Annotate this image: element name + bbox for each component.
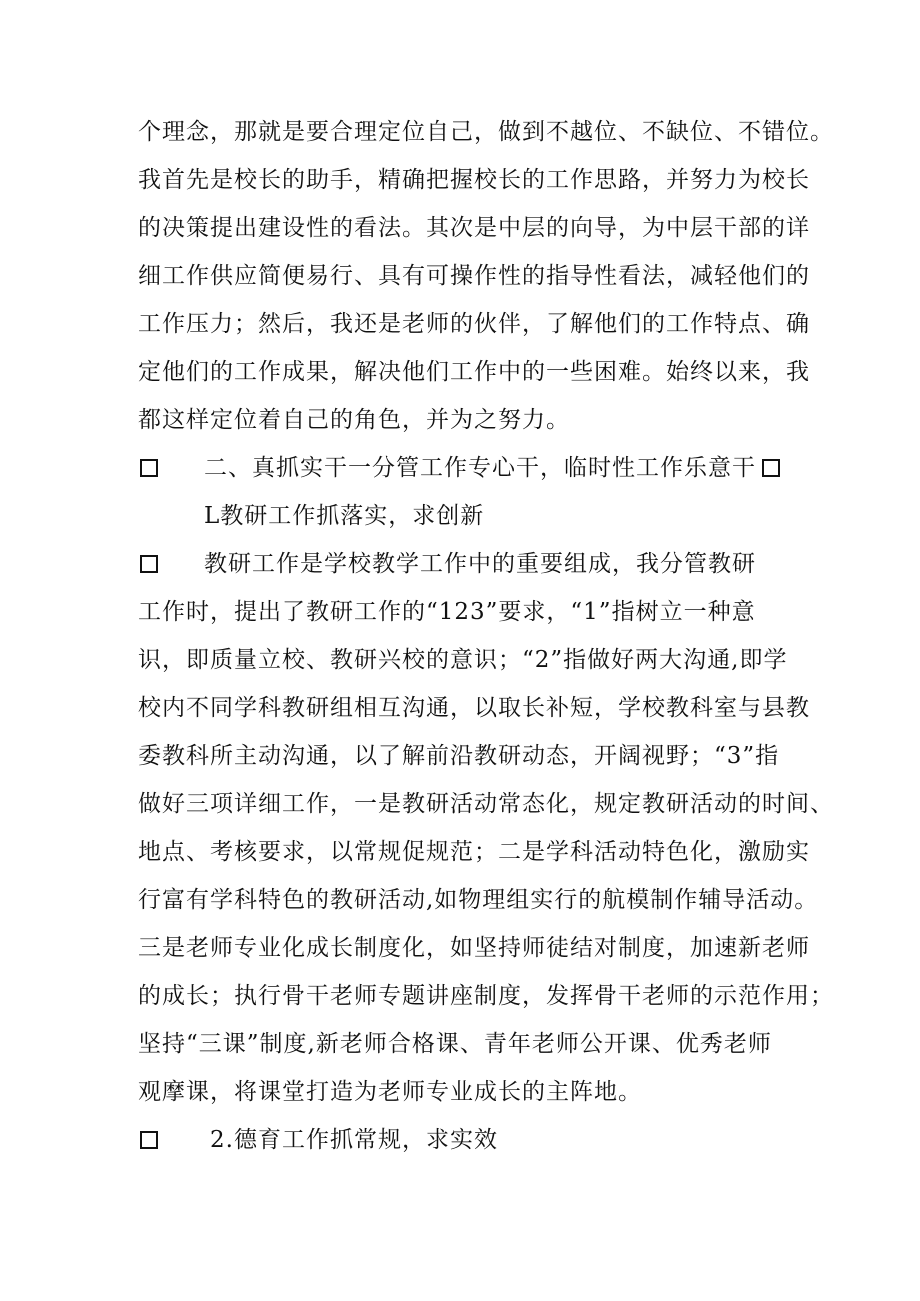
text-line: 工作时，提出了教研工作的“123”要求，“1”指树立一种意 [138,599,756,625]
text-line: 三是老师专业化成长制度化，如坚持师徒结对制度，加速新老师 [138,935,810,961]
checkbox-icon [140,1131,158,1149]
text-line: 行富有学科特色的教研活动,如物理组实行的航模制作辅导活动。 [138,887,819,913]
checkbox-icon [140,555,158,573]
text-line: 校内不同学科教研组相互沟通，以取长补短，学校教科室与县教 [138,695,810,721]
text-line: 工作压力；然后，我还是老师的伙伴，了解他们的工作特点、确 [138,311,810,337]
text-line: 的决策提出建设性的看法。其次是中层的向导，为中层干部的详 [138,215,810,241]
text-line: 观摩课，将课堂打造为老师专业成长的主阵地。 [138,1079,642,1105]
text-line: 坚持“三课”制度,新老师合格课、青年老师公开课、优秀老师 [138,1031,772,1057]
text-line: 定他们的工作成果，解决他们工作中的一些困难。始终以来，我 [138,359,810,385]
text-line: 的成长；执行骨干老师专题讲座制度，发挥骨干老师的示范作用； [138,983,834,1009]
text-line: 委教科所主动沟通，以了解前沿教研动态，开阔视野；“3”指 [138,743,780,769]
subsection-heading: L教研工作抓落实，求创新 [204,503,485,529]
section-heading: 二、真抓实干一分管工作专心干，临时性工作乐意干 [204,455,756,481]
text-line: 地点、考核要求，以常规促规范；二是学科活动特色化，激励实 [138,839,810,865]
text-line: 都这样定位着自己的角色，并为之努力。 [138,407,570,433]
subsection-heading: 2.德育工作抓常规，求实效 [210,1127,498,1153]
text-line: 教研工作是学校教学工作中的重要组成，我分管教研 [204,551,756,577]
text-line: 个理念，那就是要合理定位自己，做到不越位、不缺位、不错位。 [138,119,834,145]
text-line: 做好三项详细工作，一是教研活动常态化，规定教研活动的时间、 [138,791,834,817]
text-line: 识，即质量立校、教研兴校的意识；“2”指做好两大沟通,即学 [138,647,788,673]
checkbox-icon [140,459,158,477]
text-line: 细工作供应简便易行、具有可操作性的指导性看法，减轻他们的 [138,263,810,289]
text-line: 我首先是校长的助手，精确把握校长的工作思路，并努力为校长 [138,167,810,193]
checkbox-icon [762,459,780,477]
